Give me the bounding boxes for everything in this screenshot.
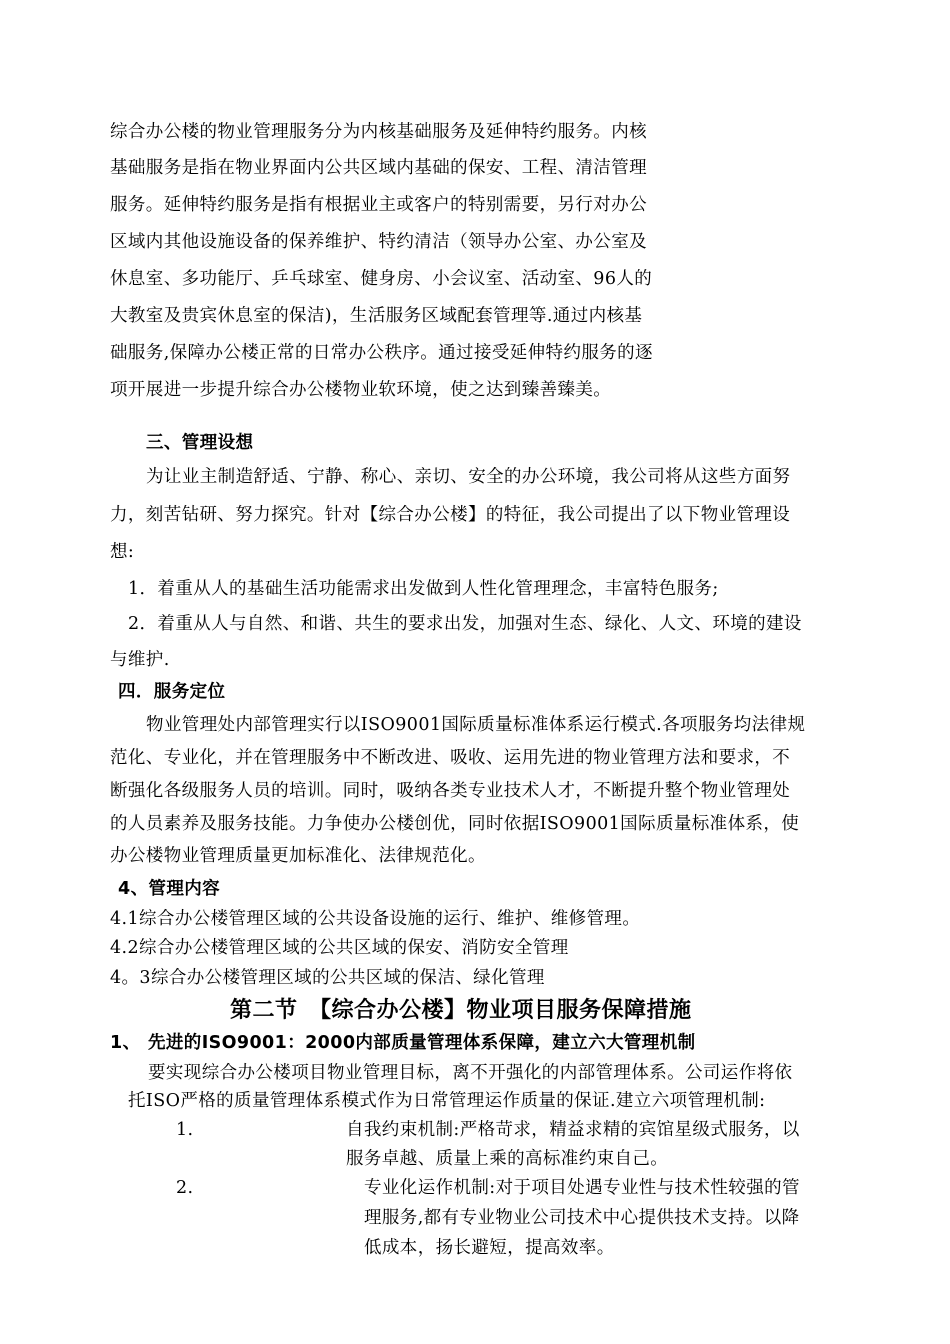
list-item: 4.1综合办公楼管理区域的公共设备设施的运行、维护、维修管理。 <box>110 909 641 929</box>
chapter-title: 第二节 【综合办公楼】物业项目服务保障措施 <box>230 998 692 1023</box>
paragraph-line: 办公楼物业管理质量更加标准化、法律规范化。 <box>110 846 486 866</box>
intro-line: 基础服务是指在物业界面内公共区域内基础的保安、工程、清洁管理 <box>110 158 647 178</box>
intro-line: 服务。延伸特约服务是指有根据业主或客户的特别需要，另行对办公 <box>110 195 647 215</box>
intro-line: 大教室及贵宾休息室的保洁)，生活服务区域配套管理等.通过内核基 <box>110 306 643 326</box>
paragraph-line: 为让业主制造舒适、宁静、称心、亲切、安全的办公环境，我公司将从这些方面努 <box>146 467 791 487</box>
paragraph-line: 力，刻苦钻研、努力探究。针对【综合办公楼】的特征，我公司提出了以下物业管理设 <box>110 505 791 525</box>
paragraph-line: 物业管理处内部管理实行以ISO9001国际质量标准体系运行模式.各项服务均法律规 <box>146 715 806 735</box>
subsection-number: 1、 <box>110 1033 141 1053</box>
paragraph-line: 想: <box>110 542 135 562</box>
intro-line: 综合办公楼的物业管理服务分为内核基础服务及延伸特约服务。内核 <box>110 122 647 142</box>
section-heading: 四．服务定位 <box>118 682 226 702</box>
paragraph-line: 范化、专业化，并在管理服务中不断改进、吸收、运用先进的物业管理方法和要求，不 <box>110 748 791 768</box>
list-item: 1．着重从人的基础生活功能需求出发做到人性化管理理念，丰富特色服务; <box>128 579 719 599</box>
mechanism-number: 2. <box>176 1178 194 1198</box>
paragraph-line: 的人员素养及服务技能。力争使办公楼创优，同时依据ISO9001国际质量标准体系，使 <box>110 814 800 834</box>
intro-line: 项开展进一步提升综合办公楼物业软环境，使之达到臻善臻美。 <box>110 380 612 400</box>
intro-line: 础服务,保障办公楼正常的日常办公秩序。通过接受延伸特约服务的逐 <box>110 343 653 363</box>
paragraph-line: 托ISO严格的质量管理体系模式作为日常管理运作质量的保证.建立六项管理机制: <box>128 1091 766 1111</box>
mechanism-line: 自我约束机制:严格苛求，精益求精的宾馆星级式服务，以 <box>346 1120 800 1140</box>
subsection-heading: 先进的ISO9001：2000内部质量管理体系保障，建立六大管理机制 <box>148 1033 696 1053</box>
mechanism-number: 1. <box>176 1120 194 1140</box>
paragraph-line: 断强化各级服务人员的培训。同时，吸纳各类专业技术人才，不断提升整个物业管理处 <box>110 781 791 801</box>
mechanism-line: 理服务,都有专业物业公司技术中心提供技术支持。以降 <box>364 1208 800 1228</box>
section-heading: 三、管理设想 <box>146 433 254 453</box>
intro-line: 休息室、多功能厅、乒乓球室、健身房、小会议室、活动室、96人的 <box>110 269 653 289</box>
list-item: 2．着重从人与自然、和谐、共生的要求出发，加强对生态、绿化、人文、环境的建设 <box>128 614 802 634</box>
list-item: 4。3综合办公楼管理区域的公共区域的保洁、绿化管理 <box>110 968 545 988</box>
mechanism-line: 低成本，扬长避短，提高效率。 <box>364 1238 615 1258</box>
intro-line: 区域内其他设施设备的保养维护、特约清洁（领导办公室、办公室及 <box>110 232 647 252</box>
list-item: 与维护. <box>110 650 170 670</box>
list-item: 4.2综合办公楼管理区域的公共区域的保安、消防安全管理 <box>110 938 569 958</box>
mechanism-line: 服务卓越、质量上乘的高标准约束自己。 <box>346 1149 669 1169</box>
section-heading: 4、管理内容 <box>118 879 221 899</box>
paragraph-line: 要实现综合办公楼项目物业管理目标，离不开强化的内部管理体系。公司运作将依 <box>148 1063 793 1083</box>
mechanism-line: 专业化运作机制:对于项目处遇专业性与技术性较强的管 <box>364 1178 800 1198</box>
